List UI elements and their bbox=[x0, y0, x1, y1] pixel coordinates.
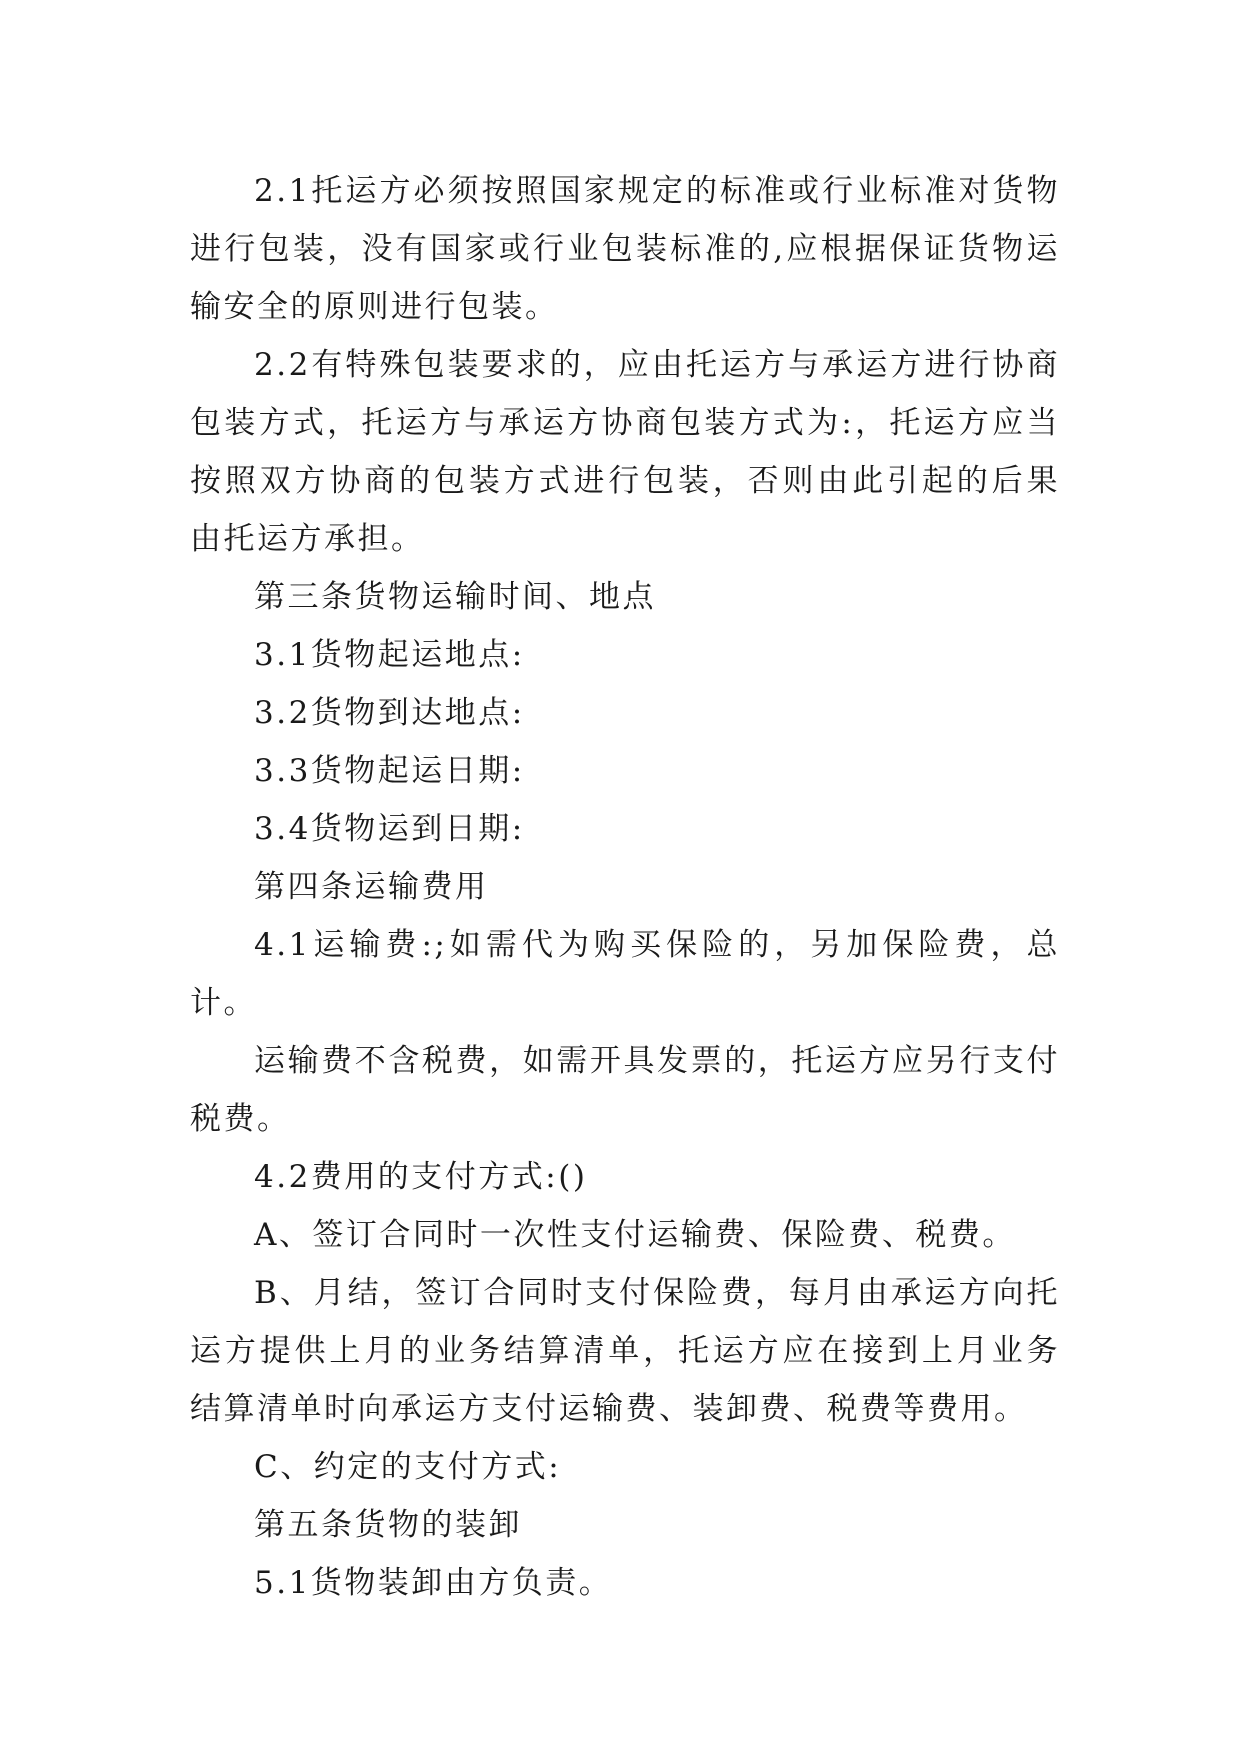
paragraph-3-3-departure-date: 3.3货物起运日期: bbox=[254, 753, 525, 789]
paragraph-3-1-origin: 3.1货物起运地点: bbox=[254, 637, 525, 673]
paragraph-tax-note: 运输费不含税费，如需开具发票的，托运方应另行支付税费。 bbox=[190, 1043, 1060, 1137]
paragraph-3-4-arrival-date: 3.4货物运到日期: bbox=[254, 811, 525, 847]
payment-option-a: A、签订合同时一次性支付运输费、保险费、税费。 bbox=[254, 1217, 1016, 1253]
paragraph-4-1-freight: 4.1运输费:;如需代为购买保险的，另加保险费，总计。 bbox=[190, 927, 1060, 1021]
paragraph-3-2-destination: 3.2货物到达地点: bbox=[254, 695, 525, 731]
paragraph-4-2-payment-method: 4.2费用的支付方式:() bbox=[254, 1159, 588, 1195]
payment-option-c: C、约定的支付方式: bbox=[254, 1449, 562, 1485]
paragraph-2-2-special-packaging: 2.2有特殊包装要求的，应由托运方与承运方进行协商包装方式，托运方与承运方协商包装方式为:，托运方应当按照双方协商的包装方式进行包装，否则由此引起的后果由托运方承担。 bbox=[190, 347, 1060, 557]
paragraph-2-1-packaging-standard: 2.1托运方必须按照国家规定的标准或行业标准对货物进行包装，没有国家或行业包装标准的,应根据保证货物运输安全的原则进行包装。 bbox=[190, 173, 1060, 325]
section-heading-5: 第五条货物的装卸 bbox=[254, 1507, 522, 1543]
section-heading-4: 第四条运输费用 bbox=[254, 869, 489, 905]
paragraph-5-1-loading: 5.1货物装卸由方负责。 bbox=[254, 1565, 613, 1601]
document-body bbox=[190, 162, 1060, 1612]
payment-option-b: B、月结，签订合同时支付保险费，每月由承运方向托运方提供上月的业务结算清单，托运方应在接到上月业务结算清单时向承运方支付运输费、装卸费、税费等费用。 bbox=[190, 1275, 1060, 1427]
section-heading-3: 第三条货物运输时间、地点 bbox=[254, 579, 656, 615]
